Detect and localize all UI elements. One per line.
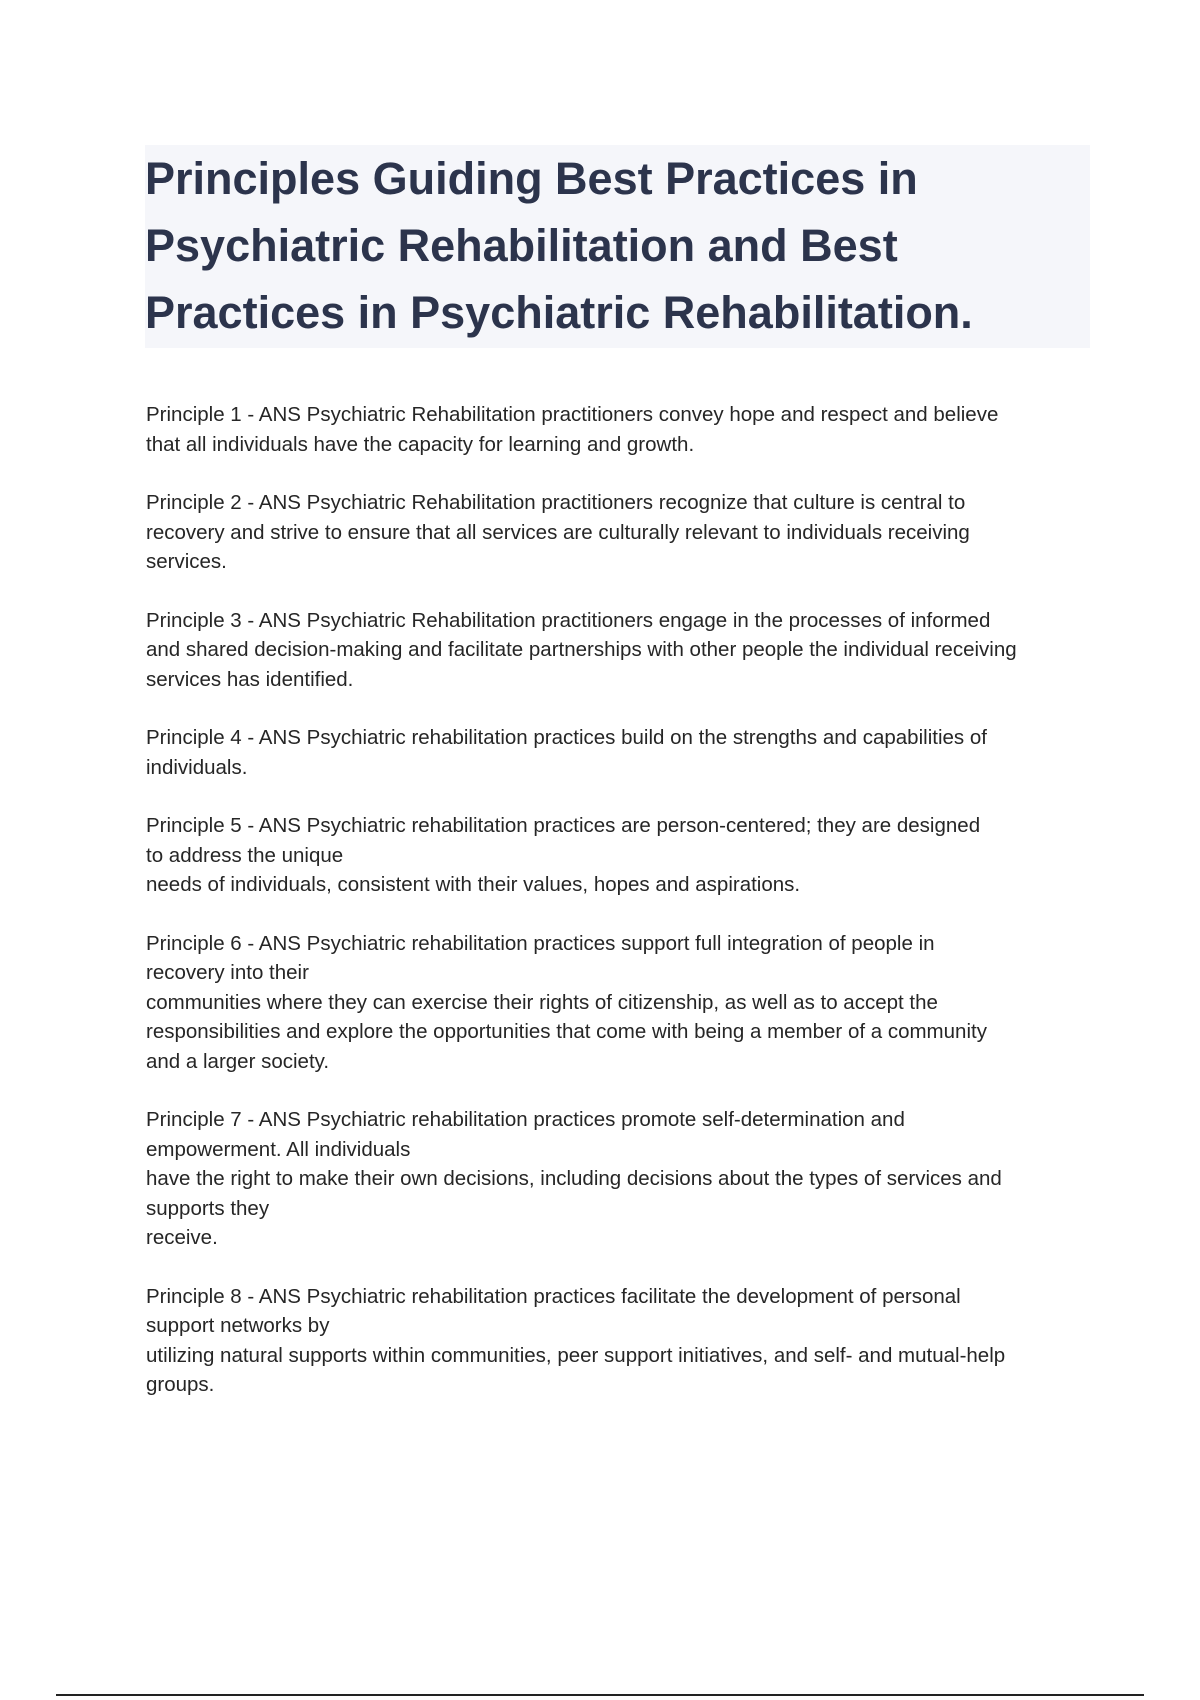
principle-5: Principle 5 - ANS Psychiatric rehabilitation practices are person-centered; they are designed to address the unique needs of individuals, consistent with their values, hopes and aspirations. — [146, 814, 981, 896]
title-block — [145, 145, 1090, 348]
principle-4: Principle 4 - ANS Psychiatric rehabilitation practices build on the strengths and capabilities of individuals. — [146, 726, 987, 779]
principle-7: Principle 7 - ANS Psychiatric rehabilitation practices promote self-determination and empowerment. All individuals have the right to make their own decisions, including decisions about the types of services and supports they receive. — [146, 1108, 1002, 1249]
footer-divider — [56, 1694, 1144, 1696]
page-title: Principles Guiding Best Practices in Psychiatric Rehabilitation and Best Practices in Psychiatric Rehabilitation. — [145, 153, 973, 338]
principles-list — [146, 400, 1096, 1429]
principle-2: Principle 2 - ANS Psychiatric Rehabilitation practitioners recognize that culture is central to recovery and strive to ensure that all services are culturally relevant to individuals receiving services. — [146, 491, 970, 573]
principle-6: Principle 6 - ANS Psychiatric rehabilitation practices support full integration of people in recovery into their communities where they can exercise their rights of citizenship, as well as to accept the responsibilities and explore the opportunities that come with being a member of a community and a larger society. — [146, 931, 987, 1073]
principle-3: Principle 3 - ANS Psychiatric Rehabilitation practitioners engage in the processes of informed and shared decision-making and facilitate partnerships with other people the individual receiving services has identified. — [146, 608, 1017, 691]
principle-1: Principle 1 - ANS Psychiatric Rehabilitation practitioners convey hope and respect and believe that all individuals have the capacity for learning and growth. — [146, 403, 999, 456]
principle-8: Principle 8 - ANS Psychiatric rehabilitation practices facilitate the development of personal support networks by utilizing natural supports within communities, peer support initiatives, and self- and mutual-help groups. — [146, 1284, 1006, 1396]
